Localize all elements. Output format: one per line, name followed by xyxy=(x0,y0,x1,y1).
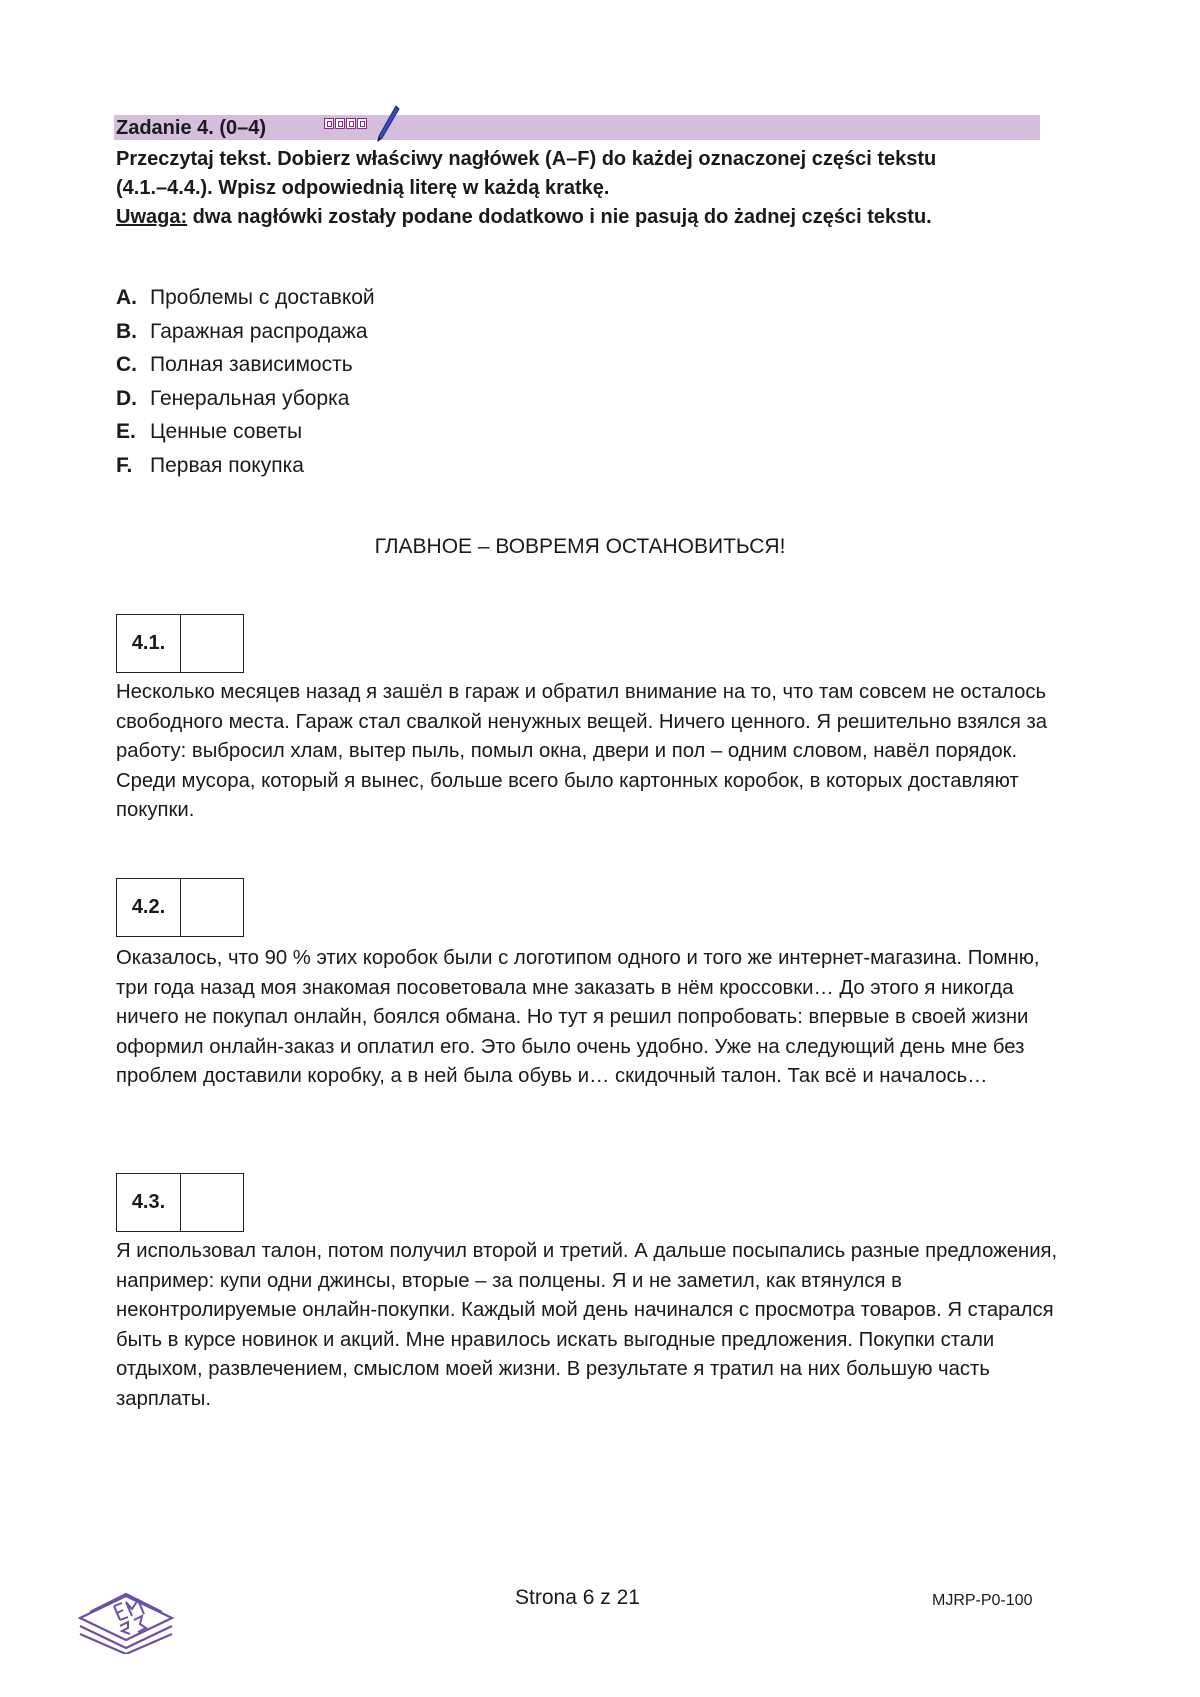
points-boxes-icon xyxy=(324,118,367,129)
answer-box-label: 4.3. xyxy=(117,1174,181,1231)
heading-option xyxy=(116,415,375,449)
note-text: dwa nagłówki zostały podane dodatkowo i nie pasują do żadnej części tekstu. xyxy=(187,206,932,228)
answer-box-4-1 xyxy=(116,614,244,673)
answer-box-label: 4.1. xyxy=(117,615,181,672)
heading-option xyxy=(116,449,375,483)
page-number: Strona 6 z 21 xyxy=(515,1586,640,1609)
instruction-line-2: (4.1.–4.4.). Wpisz odpowiednią literę w każdą kratkę. xyxy=(116,177,610,199)
heading-letter: C. xyxy=(116,353,137,376)
heading-letter: B. xyxy=(116,319,137,343)
document-code: MJRP-P0-100 xyxy=(932,1592,1033,1609)
pen-icon xyxy=(376,104,400,144)
text-title: ГЛАВНОЕ – ВОВРЕМЯ ОСТАНОВИТЬСЯ! xyxy=(374,535,786,558)
heading-letter: E. xyxy=(116,420,136,443)
heading-text: Проблемы с доставкой xyxy=(150,286,375,309)
answer-box-label: 4.2. xyxy=(117,879,181,936)
heading-text: Гаражная распродажа xyxy=(150,319,368,343)
heading-text: Ценные советы xyxy=(150,420,303,443)
heading-text: Полная зависимость xyxy=(150,353,353,376)
section-text-4-3: Я использовал талон, потом получил второй и третий. А дальше посыпались разные предложения, например: купи одни джинсы, вторые – за полцены. Я и не заметил, как втянулся в неконтролируемые онлайн-покупки. Каждый мой день начинался с просмотра товаров. Я старался быть в курсе новинок и акций. Мне нравилось искать выгодные предложения. Покупки стали отдыхом, развлечением, смыслом моей жизни. В результате я тратил на них большую часть зарплаты. xyxy=(116,1240,1058,1410)
heading-option xyxy=(116,315,375,349)
heading-option xyxy=(116,348,375,382)
task-instructions xyxy=(116,145,1056,232)
heading-letter: A. xyxy=(116,286,137,309)
answer-box-4-2 xyxy=(116,878,244,937)
task-title: Zadanie 4. (0–4) xyxy=(116,117,267,139)
heading-option xyxy=(116,281,375,315)
answer-box-4-3 xyxy=(116,1173,244,1232)
heading-letter: F. xyxy=(116,453,133,477)
section-text-4-1: Несколько месяцев назад я зашёл в гараж и обратил внимание на то, что там совсем не осталось свободного места. Гараж стал свалкой ненужных вещей. Ничего ценного. Я решительно взялся за работу: выбросил хлам, вытер пыль, помыл окна, двери и пол – одним словом, навёл порядок. Среди мусора, который я вынес, больше всего было картонных коробок, в которых доставляют покупки. xyxy=(116,681,1048,821)
heading-option xyxy=(116,382,375,416)
heading-letter: D. xyxy=(116,386,137,410)
note-label: Uwaga: xyxy=(116,206,188,228)
answer-cell[interactable] xyxy=(181,879,243,936)
instruction-line-1: Przeczytaj tekst. Dobierz właściwy nagłówek (A–F) do każdej oznaczonej części tekstu xyxy=(116,148,937,170)
heading-text: Генеральная уборка xyxy=(150,386,350,410)
answer-cell[interactable] xyxy=(181,615,243,672)
instruction-note xyxy=(116,203,1056,232)
heading-text: Первая покупка xyxy=(150,453,304,477)
answer-cell[interactable] xyxy=(181,1174,243,1231)
headings-list xyxy=(116,281,375,482)
section-text-4-2: Оказалось, что 90 % этих коробок были с логотипом одного и того же интернет-магазина. Помню, три года назад моя знакомая посоветовала мне заказать в нём кроссовки… До этого я никогда ничего не покупал онлайн, боялся обмана. Но тут я решил попробовать: впервые в своей жизни оформил онлайн-заказ и оплатил его. Это было очень удобно. Уже на следующий день мне без проблем доставили коробку, а в ней была обувь и… скидочный талон. Так всё и началось… xyxy=(116,947,1040,1087)
